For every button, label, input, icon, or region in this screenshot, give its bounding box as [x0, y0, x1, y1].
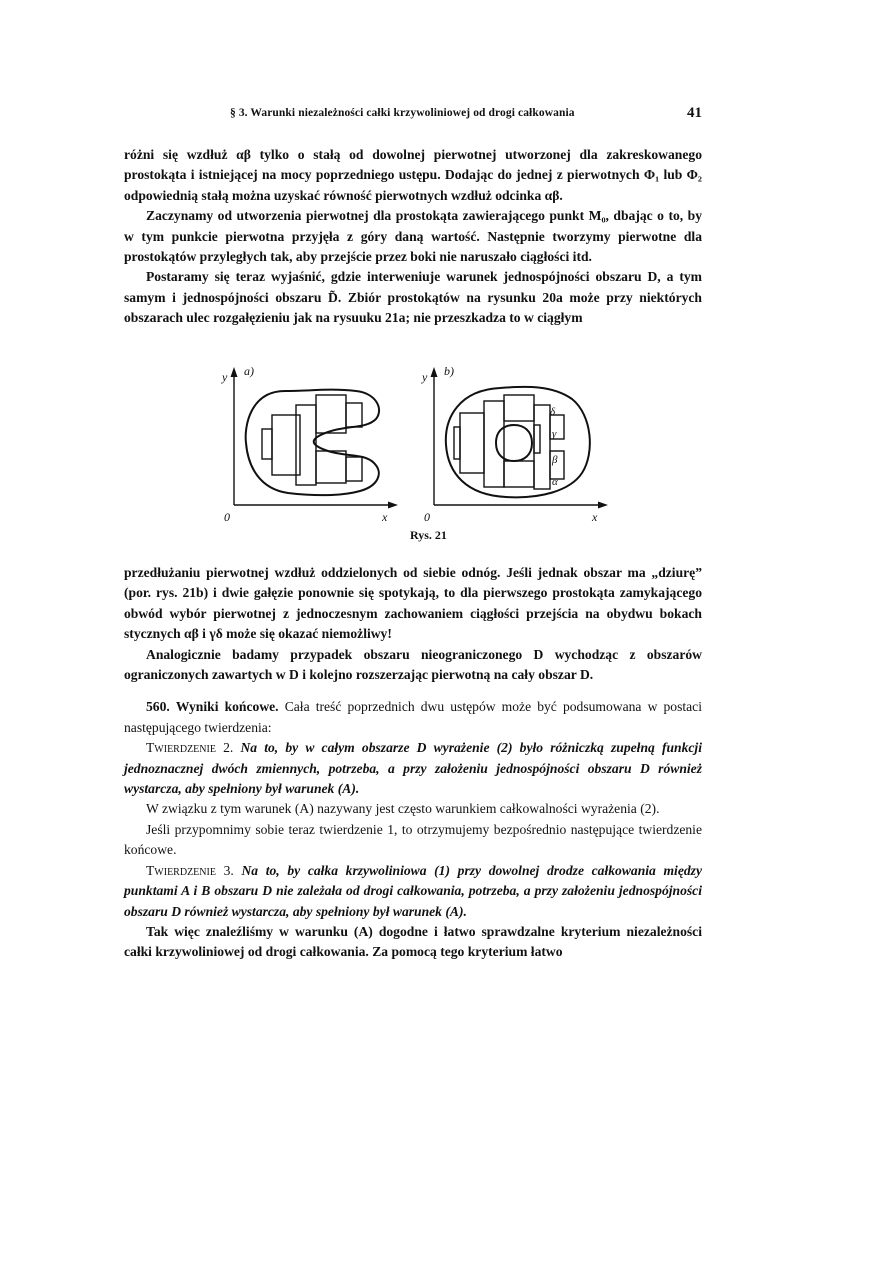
paragraph: W związku z tym warunek (A) nazywany jest często warunkiem całkowalności wyrażenia (2).: [146, 801, 660, 817]
paragraph: przedłużaniu pierwotnej wzdłuż oddzielonych od siebie odnóg. Jeśli jednak obszar ma „dziurę” (por. rys. 21b) i dwie gałęzie ponownie się spotykają, to dla pierwszego prostokąta zamykającego obwód wybór pierwotnej z jednoczesnym zachowaniem ciągłości przejścia na obydwu bokach stycznych αβ i γδ może się okazać niemożliwy!: [124, 565, 702, 642]
section-text: Cała treść poprzednich dwu ustępów może być podsumowana w postaci następującego twierdzenia:: [124, 699, 702, 735]
theorem-heading: Twierdzenie 3.: [146, 862, 234, 878]
theorem-3: [124, 861, 702, 922]
x-label: x: [592, 510, 598, 524]
origin-label: 0: [424, 510, 430, 524]
theorem-2: [124, 738, 702, 799]
section-560: [124, 697, 702, 738]
section-number: 560.: [146, 699, 170, 715]
section-title: Wyniki końcowe.: [175, 699, 279, 715]
paragraph: Zaczynamy od utworzenia pierwotnej dla prostokąta zawierającego punkt M₀, dbając o to, by w tym punkcie pierwotna przyjęła z góry daną wartość. Następnie tworzymy pierwotne dla prostokątów przyległych tak, aby przejście przez boki nie naruszało ciągłości itd.: [124, 208, 702, 265]
paragraph: Postaramy się teraz wyjaśnić, gdzie interweniuje warunek jednospójności obszaru D, a tym samym i jednospójności obszaru D̃. Zbiór prostokątów na rysunku 20a może przy niektórych obszarach ulec rozgałęzieniu jak na rysuuku 21a; nie przeszkadza to w ciągłym: [124, 269, 702, 326]
y-label: y: [422, 370, 428, 384]
bottom-text-block: [124, 563, 702, 963]
page-number: 41: [687, 105, 702, 121]
beta-label: β: [552, 454, 558, 466]
x-label: x: [382, 510, 388, 524]
region-b: [446, 387, 590, 497]
delta-label: δ: [550, 406, 556, 418]
y-label: y: [222, 370, 228, 384]
theorem-body: Na to, by w całym obszarze D wyrażenie (2) było różniczką zupełną funkcji jednoznacznej dwóch zmiennych, potrzeba, a przy założeniu jednospójności obszaru D również wystarcza, aby spełniony był warunek (A).: [124, 740, 702, 797]
theorem-body: Na to, by całka krzywoliniowa (1) przy dowolnej drodze całkowania między punktami A i B obszaru D nie zależała od drogi całkowania, potrzeba, a przy założeniu jednospójności obszaru D również wystarcza, aby spełniony był warunek (A).: [124, 862, 702, 919]
running-header: [124, 105, 702, 127]
paragraph: różni się wzdłuż αβ tylko o stałą od dowolnej pierwotnej utworzonej dla zakreskowanego prostokąta i istniejącej na mocy poprzedniego ustępu. Dodając do jednej z pierwotnych Φ₁ lub Φ₂ odpowiednią stałą można uzyskać równość pierwotnych wzdłuż odcinka αβ.: [124, 147, 702, 203]
paragraph: Analogicznie badamy przypadek obszaru nieograniczonego D wychodząc z obszarów ograniczonych zawartych w D i kolejno rozszerzając pierwotną na cały obszar D.: [124, 646, 702, 683]
alpha-label: α: [552, 476, 558, 488]
figure-21: [210, 355, 630, 555]
header-title: § 3. Warunki niezależności całki krzywoliniowej od drogi całkowania: [230, 107, 575, 119]
panel-a-label: a): [244, 364, 254, 378]
arrow-icon: [388, 502, 398, 509]
gamma-label: γ: [552, 428, 557, 440]
paragraph: Tak więc znaleźliśmy w warunku (A) dogodne i łatwo sprawdzalne kryterium niezależności całki krzywoliniowej od drogi całkowania. Za pomocą tego kryterium łatwo: [124, 923, 702, 960]
hole: [496, 425, 532, 461]
arrow-icon: [231, 367, 238, 377]
origin-label: 0: [224, 510, 230, 524]
paragraph: Jeśli przypomnimy sobie teraz twierdzenie 1, to otrzymujemy bezpośrednio następujące twierdzenie końcowe.: [124, 821, 702, 858]
arrow-icon: [431, 367, 438, 377]
figure-caption: Rys. 21: [410, 528, 447, 542]
top-text-block: [124, 145, 702, 329]
panel-b-label: b): [444, 364, 454, 378]
arrow-icon: [598, 502, 608, 509]
theorem-heading: Twierdzenie 2.: [146, 740, 234, 756]
